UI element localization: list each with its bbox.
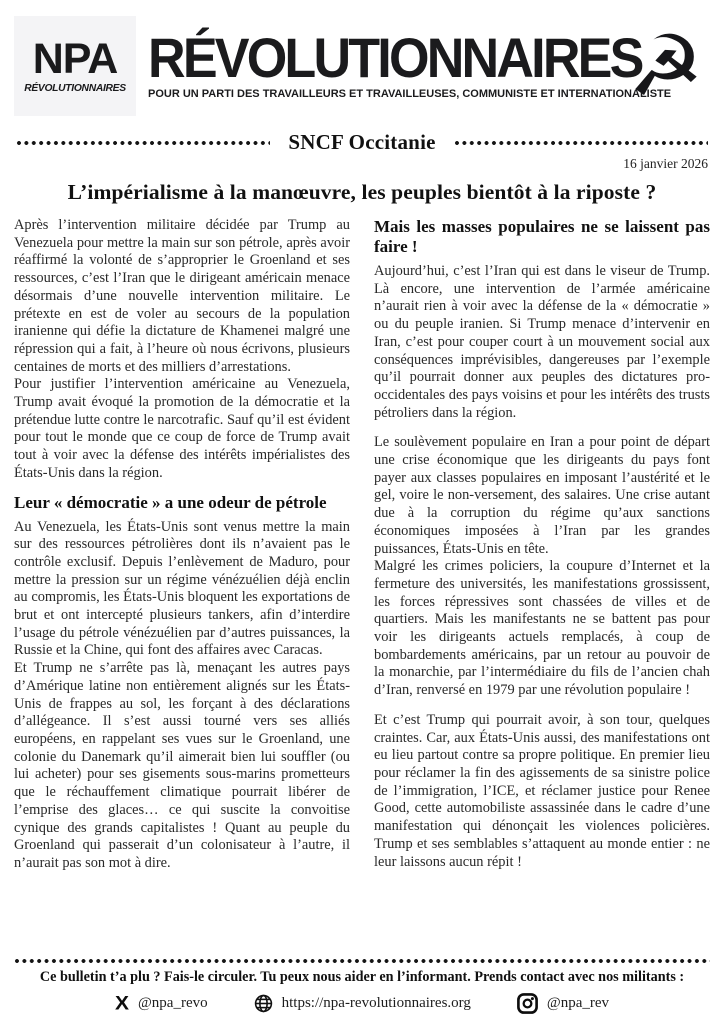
section-heading: Mais les masses populaires ne se laissent pas faire ! bbox=[374, 217, 710, 256]
paragraph: Pour justifier l’intervention américaine au Venezuela, Trump avait évoqué la promotion de la démocratie et la prétendue lutte contre le narcotrafic. Sauf qu’il est évident pour tout le monde que ce coup de force de Trump avait tout à voir avec la défense des intérêts impérialistes des États-Unis dans la région. bbox=[14, 376, 350, 481]
paragraph: Après l’intervention militaire décidée par Trump au Venezuela pour mettre la main sur son pétrole, après avoir réaffirmé la volonté de s’approprier le Groenland et ses ressources, c’est l’Iran que le dirigeant américain menace désormais d’une nouvelle intervention militaire. Le prétexte en est de voler au secours de la population iranienne qui défie la dictature de Khamenei malgré une répression qui a fait, à l’heure où nous écrivons, plusieurs centaines de morts et des milliers d’arrestations. bbox=[14, 217, 350, 375]
edition-date: 16 janvier 2026 bbox=[623, 156, 708, 171]
masthead bbox=[0, 14, 724, 116]
npa-logo-acronym: NPA bbox=[32, 35, 118, 83]
article-columns bbox=[0, 215, 724, 873]
right-column bbox=[374, 217, 710, 873]
edition-title: SNCF Occitanie bbox=[288, 130, 436, 154]
npa-logo bbox=[14, 16, 136, 116]
left-column bbox=[14, 217, 350, 873]
x-twitter-icon: X bbox=[114, 992, 129, 1015]
dotted-rule-left bbox=[16, 140, 270, 146]
dotted-rule-right bbox=[454, 140, 708, 146]
section-heading: Leur « démocratie » a une odeur de pétrole bbox=[14, 492, 327, 512]
npa-logo-subtitle: RÉVOLUTIONNAIRES bbox=[24, 83, 126, 94]
hammer-and-sickle-icon: ☭ bbox=[628, 17, 704, 115]
social-item-website bbox=[254, 994, 471, 1013]
masthead-subtitle: POUR UN PARTI DES TRAVAILLEURS ET TRAVAILLEUSES, COMMUNISTE ET INTERNATIONALISTE bbox=[148, 87, 672, 100]
paragraph: Et c’est Trump qui pourrait avoir, à son tour, quelques craintes. Car, aux États-Unis aussi, des manifestations ont eu lieu partout contre sa propre politique. En premier lieu pour réclamer la fin des agissements de sa sinistre police de l’immigration, l’ICE, et réclamer justice pour Renee Good, cette automobiliste assassinée dans le cadre d’une manifestation qui dénonçait les violences policières. Trump et ses semblables s’attaquent au monde entier : ne leur laissons aucun répit ! bbox=[374, 711, 710, 870]
instagram-icon bbox=[517, 993, 538, 1014]
website-url: https://npa-revolutionnaires.org bbox=[281, 995, 471, 1011]
dotted-rule-bottom bbox=[14, 958, 710, 964]
social-row bbox=[0, 993, 724, 1014]
article-headline: L’impérialisme à la manœuvre, les peuples bientôt à la riposte ? bbox=[67, 180, 657, 204]
paragraph: Malgré les crimes policiers, la coupure d’Internet et la fermeture des universités, les manifestations grossissent, les forces répressives sont chassées de villes et de quartiers. Mais les manifestants ne se battent pas pour voir les dirigeants actuels remplacés, à coup de bombardements américains, par un retour au pouvoir de la monarchie, par l’intermédiaire du fils de l’ancien chah d’Iran, renversé en 1979 par une révolution populaire ! bbox=[374, 558, 710, 699]
masthead-center bbox=[148, 26, 672, 100]
social-item-instagram bbox=[517, 993, 609, 1014]
paragraph: Aujourd’hui, c’est l’Iran qui est dans le viseur de Trump. Là encore, une intervention de l’armée américaine n’aurait rien à voir avec la défense de la « démocratie » ou du peuple iranien. Si Trump menace d’intervenir en Iran, c’est pour couper court à un mouvement social aux conséquences imprévisibles, dangereuses par l’exemple qu’il pourrait donner aux peuples des dictatures pro-occidentales des pays voisins et pour les intérêts des trusts pétroliers dans la région. bbox=[374, 263, 710, 421]
social-item-x bbox=[115, 993, 208, 1014]
globe-icon bbox=[254, 994, 273, 1013]
masthead-title: RÉVOLUTIONNAIRES bbox=[148, 26, 642, 90]
footer bbox=[0, 958, 724, 1014]
instagram-handle: @npa_rev bbox=[546, 995, 610, 1011]
paragraph: Le soulèvement populaire en Iran a pour point de départ une crise économique que les dirigeants du pays font payer aux classes populaires en imposant l’austérité et le gel, voire le non-versement, des salaires. Une crise autant due à la corruption du régime qu’aux sanctions économiques imposées à l’Iran par les grandes puissances, États-Unis en tête. bbox=[374, 434, 710, 557]
paragraph: Et Trump ne s’arrête pas là, menaçant les autres pays d’Amérique latine non entièrement alignés sur les États-Unis de frappes au sol, les forçant à des déclarations d’allégeance. Il s’est aussi tourné vers ses alliés européens, en rappelant ses vues sur le Groenland, une colonie du Danemark qu’il aimerait bien lui souffler (ou lui acheter) pour ses gisements sous-marins prometteurs que le réchauffement climatique pourrait libérer de l’emprise des glaces… ce qui suscite la convoitise cynique des grands capitalistes ! Quant au peuple du Groenland qui passerait d’un colonisateur à l’autre, il n’aurait pas son mot à dire. bbox=[14, 660, 350, 871]
edition-band bbox=[0, 130, 724, 155]
footer-message: Ce bulletin t’a plu ? Fais-le circuler. Tu peux nous aider en l’informant. Prends contact avec nos militants : bbox=[39, 969, 685, 985]
paragraph: Au Venezuela, les États-Unis sont venus mettre la main sur des ressources pétrolières dont ils n’avaient pas le contrôle exclusif. Depuis l’enlèvement de Maduro, pour mettre la pression sur un régime vénézuélien déjà enclin au compromis, les États-Unis bloquent les exportations de brut et ont intercepté plusieurs tankers, afin d’interdire l’usage du pétrole vénézuélien par d’autres puissances, la Russie et la Chine, qui font des affaires avec Caracas. bbox=[14, 518, 350, 659]
x-handle: @npa_revo bbox=[137, 995, 208, 1011]
